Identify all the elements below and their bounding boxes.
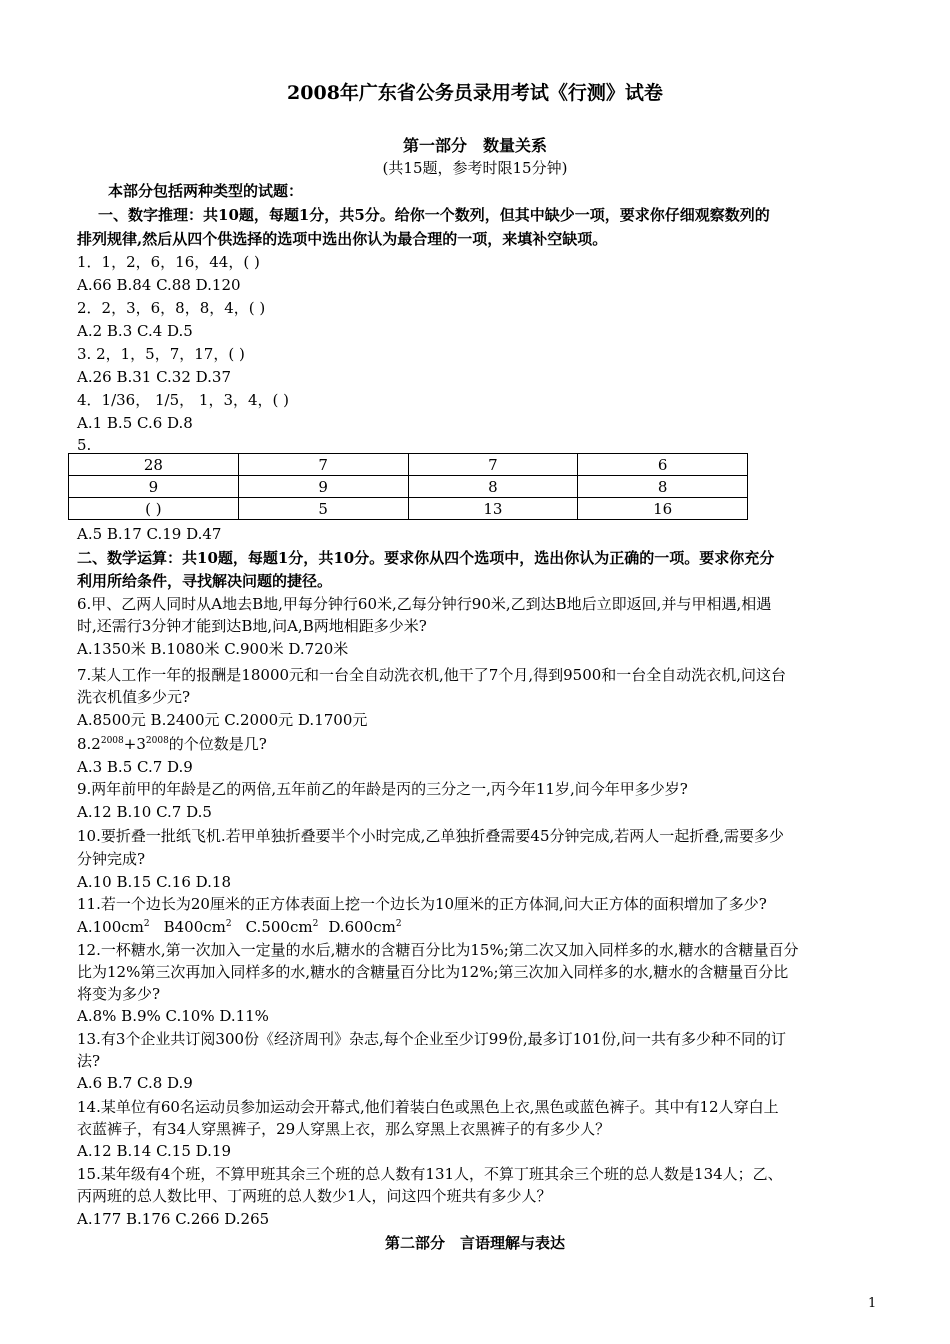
q6-line1: 6.甲、乙两人同时从A地去B地,甲每分钟行60米,乙每分钟行90米,乙到达B地后立即返回,并与甲相遇,相遇 <box>77 595 772 613</box>
q1-options: A.66 B.84 C.88 D.120 <box>77 276 241 294</box>
q10-options: A.10 B.15 C.16 D.18 <box>77 873 232 891</box>
squared-superscript: 2 <box>143 919 150 929</box>
q15-options: A.177 B.176 C.266 D.265 <box>77 1210 270 1228</box>
q12-line3: 将变为多少? <box>77 985 161 1003</box>
q11-options <box>77 917 402 937</box>
table-cell: 7 <box>408 454 578 476</box>
q7-options: A.8500元 B.2400元 C.2000元 D.1700元 <box>77 711 368 729</box>
part1-title: 第一部分 数量关系 <box>402 136 547 155</box>
q6-options: A.1350米 B.1080米 C.900米 D.720米 <box>77 640 349 658</box>
q4-options: A.1 B.5 C.6 D.8 <box>77 414 193 432</box>
q10-line2: 分钟完成? <box>77 850 146 868</box>
q10-line1: 10.要折叠一批纸飞机.若甲单独折叠要半个小时完成,乙单独折叠需要45分钟完成,若两人一起折叠,需要多少 <box>77 827 785 845</box>
part2-title: 第二部分 言语理解与表达 <box>384 1234 565 1252</box>
exam-title: 2008年广东省公务员录用考试《行测》试卷 <box>287 82 663 104</box>
table-cell: 16 <box>578 498 748 520</box>
q2-options: A.2 B.3 C.4 D.5 <box>77 322 193 340</box>
q14-options: A.12 B.14 C.15 D.19 <box>77 1142 232 1160</box>
table-cell: 8 <box>408 476 578 498</box>
q5-options: A.5 B.17 C.19 D.47 <box>77 525 222 543</box>
q8-prefix: 8.2 <box>77 735 101 753</box>
q12-options: A.8% B.9% C.10% D.11% <box>77 1007 269 1025</box>
squared-superscript: 2 <box>312 919 319 929</box>
q8-exponent-2: 2008 <box>145 736 169 746</box>
q13-options: A.6 B.7 C.8 D.9 <box>77 1074 193 1092</box>
q12-line1: 12.一杯糖水,第一次加入一定量的水后,糖水的含糖百分比为15%;第二次又加入同样多的水,糖水的含糖量百分 <box>77 941 799 959</box>
table-cell: 6 <box>578 454 748 476</box>
q4-stem: 4．1/36， 1/5， 1，3，4，( ) <box>77 391 290 409</box>
section1-instructions-line2: 排列规律,然后从四个供选择的选项中选出你认为最合理的一项，来填补空缺项。 <box>77 230 608 248</box>
q12-line2: 比为12%第三次再加入同样多的水,糖水的含糖量百分比为12%;第三次加入同样多的水,糖水的含糖量百分比 <box>77 963 789 981</box>
q7-line2: 洗衣机值多少元? <box>77 688 191 706</box>
q11-option-c: C.500cm <box>245 918 313 936</box>
section1-instructions-line1: 一、数字推理：共10题，每题1分，共5分。给你一个数列，但其中缺少一项，要求你仔细观察数列的 <box>98 206 770 224</box>
section2-instructions-line2: 利用所给条件，寻找解决问题的捷径。 <box>77 572 333 590</box>
q11-option-b: B400cm <box>163 918 226 936</box>
part1-subtitle: (共15题，参考时限15分钟) <box>382 159 568 177</box>
q13-line1: 13.有3个企业共订阅300份《经济周刊》杂志,每个企业至少订99份,最多订101份,问一共有多少种不同的订 <box>77 1030 787 1048</box>
q3-stem: 3. 2，1，5，7，17，( ) <box>77 345 245 363</box>
q8-mid: +3 <box>123 735 146 753</box>
table-cell-blank: ( ) <box>69 498 239 520</box>
q8-suffix: 的个位数是几? <box>168 735 267 753</box>
q11-option-d: D.600cm <box>328 918 396 936</box>
intro-text: 本部分包括两种类型的试题： <box>108 182 304 200</box>
table-cell: 7 <box>238 454 408 476</box>
table-cell: 9 <box>238 476 408 498</box>
squared-superscript: 2 <box>225 919 232 929</box>
table-cell: 13 <box>408 498 578 520</box>
q15-line1: 15.某年级有4个班，不算甲班其余三个班的总人数有131人，不算丁班其余三个班的总人数是134人；乙、 <box>77 1165 783 1183</box>
q13-line2: 法? <box>77 1052 101 1070</box>
section2-instructions-line1: 二、数学运算：共10题，每题1分，共10分。要求你从四个选项中，选出你认为正确的一项。要求你充分 <box>77 549 775 567</box>
q8-options: A.3 B.5 C.7 D.9 <box>77 758 193 776</box>
table-row <box>69 454 748 476</box>
q14-line1: 14.某单位有60名运动员参加运动会开幕式,他们着装白色或黑色上衣,黑色或蓝色裤子。其中有12人穿白上 <box>77 1098 779 1116</box>
table-row <box>69 498 748 520</box>
q5-number-table <box>68 453 748 520</box>
table-cell: 8 <box>578 476 748 498</box>
q9-line1: 9.两年前甲的年龄是乙的两倍,五年前乙的年龄是丙的三分之一,丙今年11岁,问今年甲多少岁? <box>77 780 688 798</box>
table-cell: 28 <box>69 454 239 476</box>
q15-line2: 丙两班的总人数比甲、丁两班的总人数少1人，问这四个班共有多少人？ <box>77 1187 552 1205</box>
table-row <box>69 476 748 498</box>
squared-superscript: 2 <box>395 919 402 929</box>
q8-exponent-1: 2008 <box>100 736 124 746</box>
page-number: 1 <box>868 1296 877 1311</box>
q9-options: A.12 B.10 C.7 D.5 <box>77 803 212 821</box>
q2-stem: 2．2，3，6，8，8，4，( ) <box>77 299 266 317</box>
q8-stem <box>77 734 267 754</box>
table-cell: 9 <box>69 476 239 498</box>
q7-line1: 7.某人工作一年的报酬是18000元和一台全自动洗衣机,他干了7个月,得到9500和一台全自动洗衣机,问这台 <box>77 666 787 684</box>
q5-stem: 5. <box>77 436 92 454</box>
q6-line2: 时,还需行3分钟才能到达B地,问A,B两地相距多少米? <box>77 617 427 635</box>
q11-line1: 11.若一个边长为20厘米的正方体表面上挖一个边长为10厘米的正方体洞,问大正方体的面积增加了多少? <box>77 895 767 913</box>
q14-line2: 衣蓝裤子，有34人穿黑裤子，29人穿黑上衣，那么穿黑上衣黑裤子的有多少人？ <box>77 1120 611 1138</box>
q1-stem: 1．1，2，6，16，44，( ) <box>77 253 260 271</box>
q11-option-a: A.100cm <box>77 918 144 936</box>
q3-options: A.26 B.31 C.32 D.37 <box>77 368 232 386</box>
table-cell: 5 <box>238 498 408 520</box>
